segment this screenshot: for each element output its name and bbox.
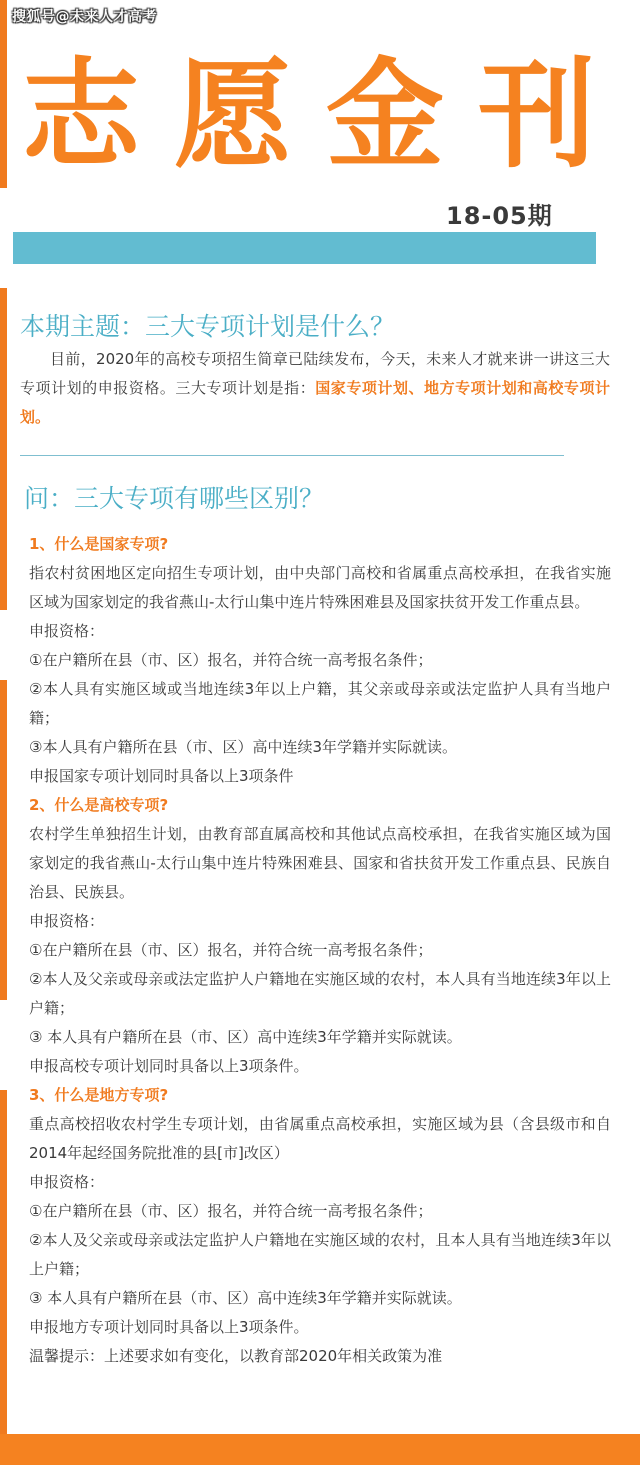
section-line: ③ 本人具有户籍所在县（市、区）高中连续3年学籍并实际就读。 bbox=[29, 1028, 462, 1046]
intro-highlight: 国家专项计划、地方专项计划和高校专项计划。 bbox=[20, 379, 610, 426]
left-accent-stripe bbox=[0, 0, 7, 1465]
intro-text: 目前，2020年的高校专项招生简章已陆续发布，今天，未来人才就来讲一讲这三大专项计划的申报资格。三大专项计划是指： bbox=[20, 350, 610, 397]
content-body bbox=[29, 530, 611, 1371]
stripe-gap bbox=[0, 1000, 7, 1090]
section-line: ②本人及父亲或母亲或法定监护人户籍地在实施区域的农村，且本人具有当地连续3年以上户籍； bbox=[29, 1231, 611, 1278]
section-line: ③本人具有户籍所在县（市、区）高中连续3年学籍并实际就读。 bbox=[29, 738, 457, 756]
intro-paragraph bbox=[20, 345, 610, 432]
section-line: 申报资格： bbox=[29, 912, 105, 930]
header-bar bbox=[13, 232, 596, 264]
section-line: 申报资格： bbox=[29, 622, 105, 640]
divider bbox=[20, 455, 564, 456]
stripe-gap bbox=[0, 188, 7, 288]
section-line: ②本人具有实施区域或当地连续3年以上户籍，其父亲或母亲或法定监护人具有当地户籍； bbox=[29, 680, 611, 727]
section-heading: 2、什么是高校专项? bbox=[29, 796, 169, 814]
section-line: 申报地方专项计划同时具备以上3项条件。 bbox=[29, 1318, 309, 1336]
section-heading: 1、什么是国家专项? bbox=[29, 535, 169, 553]
section-line: ②本人及父亲或母亲或法定监护人户籍地在实施区域的农村，本人具有当地连续3年以上户籍； bbox=[29, 970, 611, 1017]
section-line: 指农村贫困地区定向招生专项计划，由中央部门高校和省属重点高校承担，在我省实施区域为国家划定的我省燕山-太行山集中连片特殊困难县及国家扶贫开发工作重点县。 bbox=[29, 564, 611, 611]
question-title: 问：三大专项有哪些区别？ bbox=[24, 484, 325, 513]
section-line: ①在户籍所在县（市、区）报名，并符合统一高考报名条件； bbox=[29, 941, 433, 959]
footer-bar bbox=[0, 1434, 640, 1465]
section-line: 农村学生单独招生计划，由教育部直属高校和其他试点高校承担，在我省实施区域为国家划定的我省燕山-太行山集中连片特殊困难县、国家和省扶贫开发工作重点县、民族自治县、民族县。 bbox=[29, 825, 611, 901]
issue-number: 18-05期 bbox=[446, 202, 553, 230]
watermark: 搜狐号@未来人才高考 bbox=[12, 9, 157, 25]
section-line: ①在户籍所在县（市、区）报名，并符合统一高考报名条件； bbox=[29, 651, 433, 669]
section-line: 申报高校专项计划同时具备以上3项条件。 bbox=[29, 1057, 309, 1075]
stripe-gap bbox=[0, 610, 7, 680]
section-heading: 3、什么是地方专项? bbox=[29, 1086, 169, 1104]
section-line: 重点高校招收农村学生专项计划，由省属重点高校承担，实施区域为县（含县级市和自2014年起经国务院批准的县[市]改区） bbox=[29, 1115, 611, 1162]
section-line: ①在户籍所在县（市、区）报名，并符合统一高考报名条件； bbox=[29, 1202, 433, 1220]
section-line: ③ 本人具有户籍所在县（市、区）高中连续3年学籍并实际就读。 bbox=[29, 1289, 462, 1307]
tip-text: 温馨提示：上述要求如有变化，以教育部2020年相关政策为准 bbox=[29, 1347, 443, 1365]
section-line: 申报资格： bbox=[29, 1173, 105, 1191]
theme-title: 本期主题：三大专项计划是什么？ bbox=[20, 312, 396, 341]
section-line: 申报国家专项计划同时具备以上3项条件 bbox=[29, 767, 294, 785]
masthead-title: 志愿金刊 bbox=[22, 46, 631, 184]
